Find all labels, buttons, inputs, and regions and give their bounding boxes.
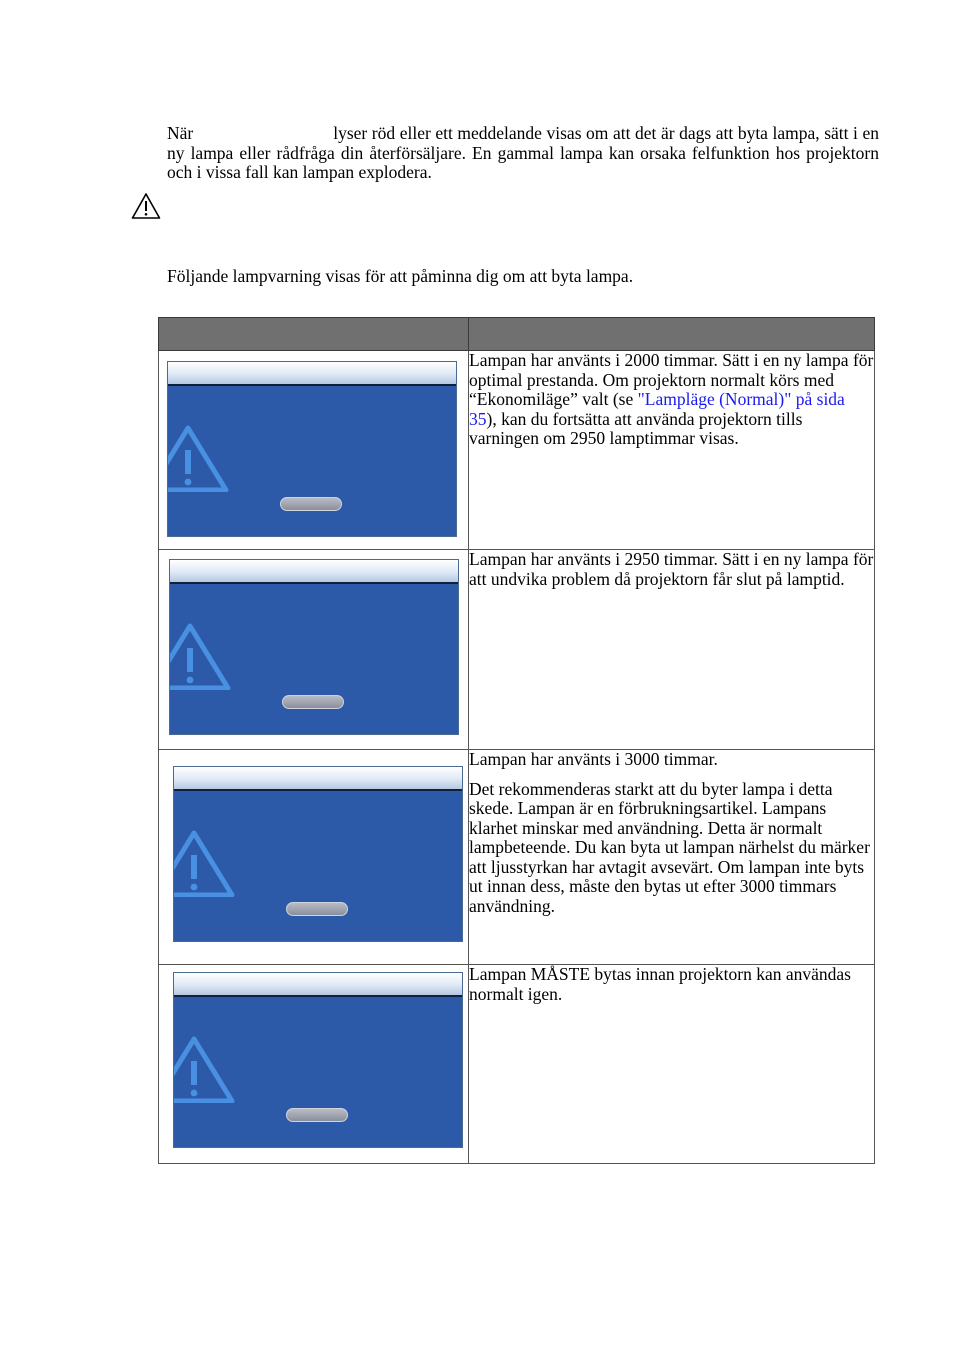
lead-text: Följande lampvarning visas för att påminna dig om att byta lampa. <box>167 266 634 286</box>
lamp-warning-dialog <box>167 361 457 537</box>
warning-image-cell <box>159 351 469 550</box>
warning-triangle-icon <box>174 827 236 897</box>
table-header-row <box>159 318 875 351</box>
header-cell-description <box>469 318 875 351</box>
warning-triangle-icon <box>174 1033 236 1103</box>
table-row <box>159 351 875 550</box>
dialog-title-bar <box>174 767 462 791</box>
intro-paragraph <box>167 124 879 183</box>
dialog-ok-button[interactable] <box>280 497 342 511</box>
description-text-part: Lampan har använts i 2000 timmar. Sätt i en ny lampa för optimal prestanda. Om projektorn normalt körs med “Ekonomiläge” valt (se <box>469 350 874 409</box>
warning-triangle-icon <box>131 192 161 220</box>
description-cell <box>469 351 875 550</box>
header-cell-message <box>159 318 469 351</box>
dialog-title-bar <box>174 973 462 997</box>
table-row <box>159 750 875 965</box>
warning-triangle-icon <box>170 620 232 690</box>
lamp-warning-dialog <box>173 972 463 1148</box>
warning-triangle-icon <box>168 422 230 492</box>
lamp-warning-dialog <box>173 766 463 942</box>
description-cell <box>469 550 875 750</box>
description-cell <box>469 750 875 965</box>
table-row <box>159 965 875 1164</box>
dialog-title-bar <box>168 362 456 386</box>
description-text: Lampan MÅSTE bytas innan projektorn kan användas normalt igen. <box>469 964 851 1004</box>
dialog-ok-button[interactable] <box>286 1108 348 1122</box>
intro-lead-word: När <box>167 123 194 143</box>
lamp-warning-table <box>158 317 875 1164</box>
dialog-ok-button[interactable] <box>286 902 348 916</box>
description-text: Lampan har använts i 3000 timmar. <box>469 749 718 769</box>
description-text: Det rekommenderas starkt att du byter lampa i detta skede. Lampan är en förbrukningsartikel. Lampans klarhet minskar med användning. Detta är normalt lampbeteende. Du kan byta ut lampan närhelst du märker att ljusstyrkan har avtagit avsevärt. Om lampan inte byts ut innan dess, måste den bytas ut efter 3000 timmars användning. <box>469 778 870 916</box>
warning-image-cell <box>159 965 469 1164</box>
intro-text: lyser röd eller ett meddelande visas om att det är dags att byta lampa, sätt i en ny lampa eller rådfråga din återförsäljare. En gammal lampa kan orsaka felfunktion hos projektorn och i vissa fall kan lampan explodera. <box>167 123 879 182</box>
description-text: Lampan har använts i 2950 timmar. Sätt i en ny lampa för att undvika problem då projektorn får slut på lamptid. <box>469 549 874 589</box>
warning-image-cell <box>159 550 469 750</box>
description-cell <box>469 965 875 1164</box>
lamp-mode-link[interactable]: "Lampläge (Normal)" på sida 35 <box>469 389 845 429</box>
description-text-part: ), kan du fortsätta att använda projektorn tills varningen om 2950 lamptimmar visas. <box>469 408 803 448</box>
description-text <box>469 351 874 449</box>
lamp-warning-dialog <box>169 559 459 735</box>
dialog-title-bar <box>170 560 458 584</box>
dialog-ok-button[interactable] <box>282 695 344 709</box>
warning-image-cell <box>159 750 469 965</box>
table-row <box>159 550 875 750</box>
